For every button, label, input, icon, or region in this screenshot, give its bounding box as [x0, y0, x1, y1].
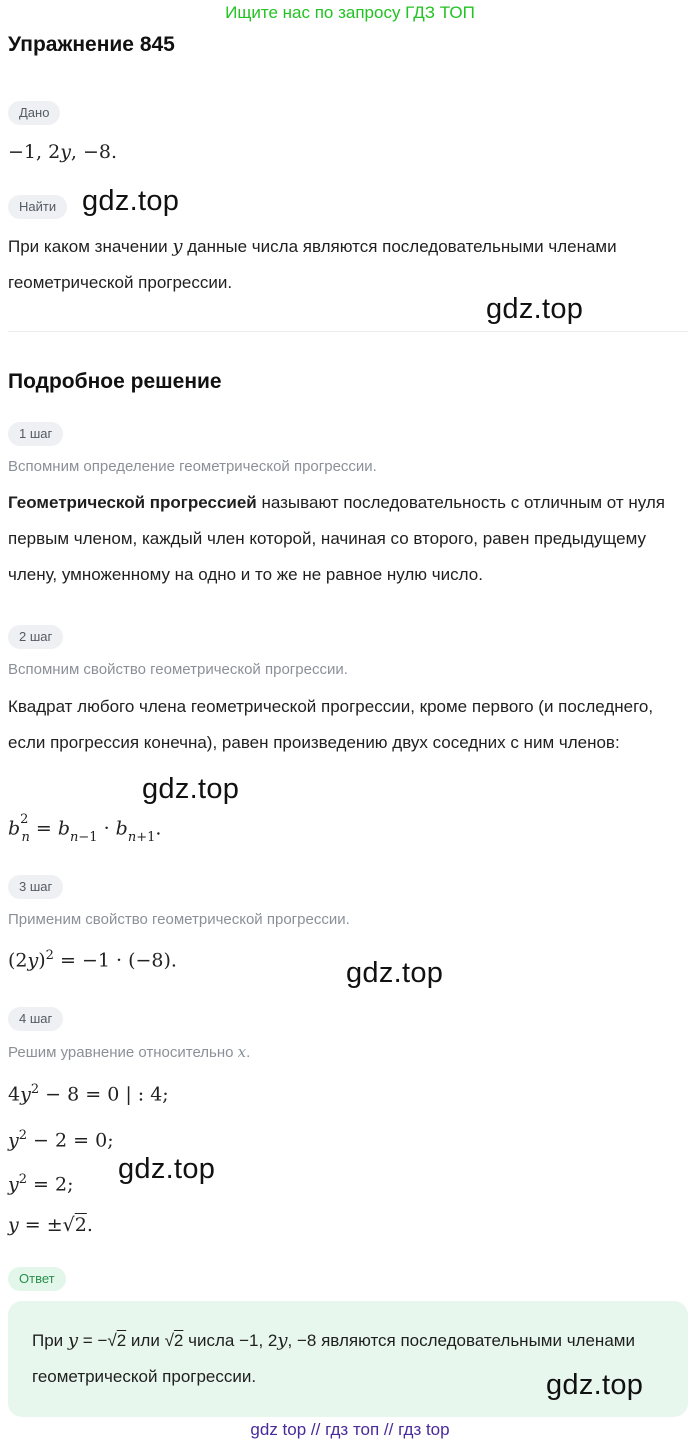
watermark-text: gdz.top [486, 293, 584, 325]
watermark-text: gdz.top [118, 1153, 216, 1185]
step-1-badge: 1 шаг [8, 422, 63, 446]
answer-badge: Ответ [8, 1267, 66, 1291]
step-3-formula: $(2y)^2 = -1 \cdot (-8)$. [8, 948, 177, 972]
footer-links[interactable]: gdz top // гдз топ // гдз top [250, 1420, 450, 1439]
step-2-hint: Вспомним свойство геометрической прогрессии. [8, 661, 348, 678]
watermark-text: gdz.top [142, 773, 240, 805]
step-2-formula: $b^2_n = b_{n-1} \cdot b_{n+1}$. [8, 812, 162, 846]
step-1-hint: Вспомним определение геометрической прогрессии. [8, 458, 377, 475]
watermark-text: gdz.top [82, 185, 180, 217]
step-1-text: Геометрической прогрессией называют последовательность с отличным от нуля первым членом, каждый член которой, начиная со второго, равен предыдущему члену, умноженному на одно и то же не равное нулю число. [8, 493, 665, 584]
divider [8, 331, 688, 332]
given-expression: −1, 2y, −8. [8, 141, 118, 163]
watermark-text: gdz.top [346, 957, 444, 989]
step-4-hint: Решим уравнение относительно x. [8, 1043, 251, 1061]
step-4-badge: 4 шаг [8, 1007, 63, 1031]
equation-line-1: $4y^2 - 8 = 0$ | : 4; [8, 1082, 169, 1106]
step-3-badge: 3 шаг [8, 875, 63, 899]
step-2-badge: 2 шаг [8, 625, 63, 649]
find-badge: Найти [8, 195, 67, 219]
step-2-text: Квадрат любого члена геометрической прогрессии, кроме первого (и последнего, если прогрессия конечна), равен произведению двух соседних с ним членов: [8, 697, 654, 752]
find-text: При каком значении y данные числа являются последовательными членами геометрической прогрессии. [8, 236, 617, 292]
equation-line-3: $y^2 = 2$; [8, 1172, 74, 1196]
promo-banner-text: Ищите нас по запросу ГДЗ ТОП [225, 3, 475, 22]
answer-text: При y = −√2 или √2 числа −1, 2y, −8 являются последовательными членами геометрической прогрессии. [32, 1330, 635, 1386]
equation-line-4: y = ±√2. [8, 1214, 93, 1236]
given-badge: Дано [8, 101, 60, 125]
solution-title: Подробное решение [8, 370, 222, 393]
watermark-text: gdz.top [546, 1369, 644, 1401]
step-3-hint: Применим свойство геометрической прогрессии. [8, 911, 350, 928]
page-title: Упражнение 845 [8, 33, 175, 56]
equation-line-2: $y^2 - 2 = 0$; [8, 1128, 114, 1152]
